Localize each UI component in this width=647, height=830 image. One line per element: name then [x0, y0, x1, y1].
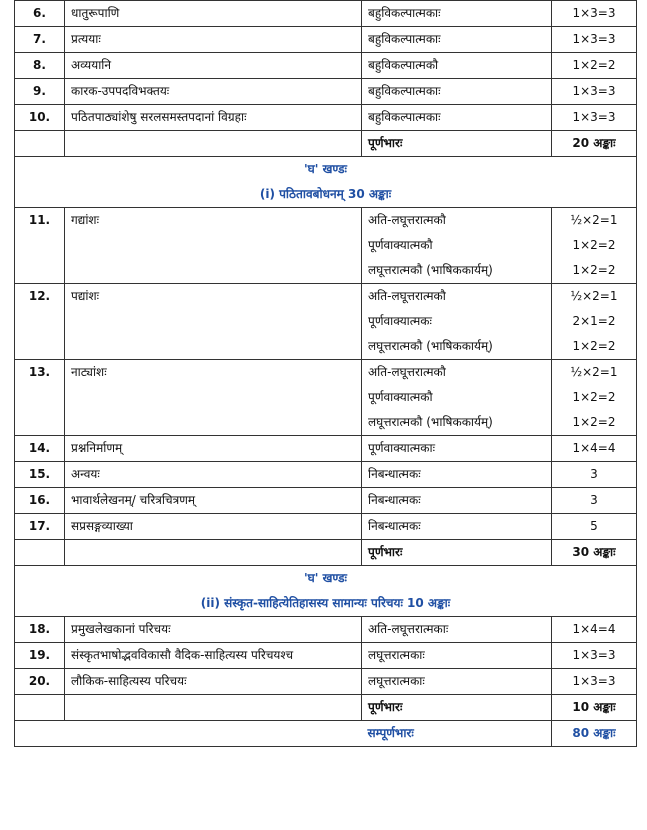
topic-text: प्रश्ननिर्माणम्: [71, 441, 123, 455]
topic-text: पद्यांशः: [71, 289, 100, 303]
total-row: [15, 695, 637, 721]
marks-text: 1×2=2: [572, 415, 616, 429]
question-type-text: बहुविकल्पात्मकाः: [368, 6, 441, 20]
section-header-row: [15, 566, 637, 617]
topic-cell: [65, 669, 362, 695]
topic-cell: [65, 27, 362, 53]
empty-cell: [65, 540, 362, 566]
question-type-text: निबन्धात्मकः: [368, 493, 421, 507]
marks-cell: [552, 1, 637, 27]
question-number-text: 16.: [28, 493, 51, 507]
topic-text: प्रत्ययाः: [71, 32, 101, 46]
topic-cell: [65, 514, 362, 540]
marks-cell: [552, 669, 637, 695]
marks-cell: [552, 360, 637, 436]
question-number-text: 15.: [28, 467, 51, 481]
question-type-text: पूर्णवाक्यात्मकौ: [368, 390, 433, 404]
table-row: [15, 284, 637, 360]
marks-text: 1×2=2: [572, 263, 616, 277]
marks-cell: [552, 488, 637, 514]
question-type-cell: [362, 514, 552, 540]
table-row: [15, 488, 637, 514]
grand-total-label-text: सम्पूर्णभारः: [367, 726, 414, 740]
question-type-text: निबन्धात्मकः: [368, 519, 421, 533]
marks-cell: [552, 462, 637, 488]
empty-cell: [65, 695, 362, 721]
question-number: [15, 436, 65, 462]
question-number: [15, 79, 65, 105]
question-number: [15, 462, 65, 488]
question-type-text: लघूत्तरात्मकौ (भाषिककार्यम्): [368, 415, 493, 429]
marks-cell: [552, 208, 637, 284]
marks-text: 1×3=3: [572, 110, 616, 124]
question-type-text: अति-लघूत्तरात्मकौ: [368, 213, 446, 227]
question-number-text: 18.: [28, 622, 51, 636]
topic-text: कारक-उपपदविभक्तयः: [71, 84, 170, 98]
question-type-cell: [362, 643, 552, 669]
question-number: [15, 643, 65, 669]
question-type-text: लघूत्तरात्मकाः: [368, 674, 425, 688]
question-number-text: 20.: [28, 674, 51, 688]
question-number-text: 9.: [33, 84, 46, 98]
empty-cell: [15, 695, 65, 721]
topic-text: पठितपाठ्यांशेषु सरलसमस्तपदानां विग्रहाः: [71, 110, 247, 124]
topic-text: लौकिक-साहित्यस्य परिचयः: [71, 674, 187, 688]
total-label: [362, 540, 552, 566]
marks-cell: [552, 105, 637, 131]
marks-cell: [552, 643, 637, 669]
topic-text: सप्रसङ्गव्याख्या: [71, 519, 133, 533]
question-number-text: 19.: [28, 648, 51, 662]
marks-text: 1×2=2: [572, 58, 616, 72]
section-title: 'घ' खण्डः: [304, 162, 347, 176]
question-type-cell: [362, 617, 552, 643]
question-type-cell: [362, 105, 552, 131]
marks-cell: [552, 436, 637, 462]
total-value-text: 20 अङ्काः: [572, 136, 616, 150]
question-type-cell: [362, 488, 552, 514]
total-row: [15, 540, 637, 566]
grand-total-value: [552, 721, 637, 747]
question-number-text: 14.: [28, 441, 51, 455]
total-label: [362, 131, 552, 157]
topic-cell: [65, 1, 362, 27]
question-type-cell: [362, 360, 552, 436]
table-row: [15, 617, 637, 643]
topic-cell: [65, 462, 362, 488]
total-label: [362, 695, 552, 721]
section-title: 'घ' खण्डः: [304, 571, 347, 585]
table-row: [15, 643, 637, 669]
question-type-cell: [362, 208, 552, 284]
marks-text: 5: [590, 519, 598, 533]
question-number: [15, 488, 65, 514]
empty-cell: [15, 721, 362, 747]
empty-cell: [65, 131, 362, 157]
total-label-text: पूर्णभारः: [368, 700, 403, 714]
topic-text: संस्कृतभाषोद्भवविकासौ वैदिक-साहित्यस्य परिचयश्च: [71, 648, 294, 662]
marks-cell: [552, 79, 637, 105]
question-type-text: बहुविकल्पात्मकाः: [368, 84, 441, 98]
marks-text: 1×3=3: [572, 648, 616, 662]
question-number: [15, 617, 65, 643]
topic-cell: [65, 79, 362, 105]
table-row: [15, 27, 637, 53]
grand-total-label: [362, 721, 552, 747]
topic-text: नाट्यांशः: [71, 365, 107, 379]
question-type-text: बहुविकल्पात्मकाः: [368, 110, 441, 124]
marks-text: ½×2=1: [570, 213, 618, 227]
question-type-cell: [362, 284, 552, 360]
table-row: [15, 105, 637, 131]
section-subtitle: (i) पठितावबोधनम् 30 अङ्काः: [259, 187, 392, 201]
question-number: [15, 53, 65, 79]
total-value: [552, 695, 637, 721]
question-number-text: 10.: [28, 110, 51, 124]
total-value-text: 10 अङ्काः: [572, 700, 616, 714]
question-type-text: बहुविकल्पात्मकाः: [368, 32, 441, 46]
question-number-text: 17.: [28, 519, 51, 533]
topic-text: अन्वयः: [71, 467, 100, 481]
grand-total-row: [15, 721, 637, 747]
question-number-text: 13.: [28, 365, 51, 379]
topic-cell: [65, 284, 362, 360]
section-header: [15, 157, 637, 208]
table-row: [15, 669, 637, 695]
marks-text: 1×4=4: [572, 441, 616, 455]
question-number-text: 8.: [33, 58, 46, 72]
question-number: [15, 208, 65, 284]
marks-text: 3: [590, 467, 598, 481]
total-value: [552, 540, 637, 566]
topic-cell: [65, 436, 362, 462]
table-row: [15, 514, 637, 540]
marks-cell: [552, 514, 637, 540]
topic-text: गद्यांशः: [71, 213, 100, 227]
question-type-text: लघूत्तरात्मकाः: [368, 648, 425, 662]
topic-text: प्रमुखलेखकानां परिचयः: [71, 622, 171, 636]
marks-text: 1×2=2: [572, 390, 616, 404]
grand-total-value-text: 80 अङ्काः: [572, 726, 616, 740]
topic-cell: [65, 488, 362, 514]
question-type-text: अति-लघूत्तरात्मकौ: [368, 365, 446, 379]
question-type-text: पूर्णवाक्यात्मकाः: [368, 441, 436, 455]
topic-cell: [65, 208, 362, 284]
table-row: [15, 360, 637, 436]
question-type-cell: [362, 436, 552, 462]
marks-text: 1×4=4: [572, 622, 616, 636]
table-row: [15, 1, 637, 27]
section-header: [15, 566, 637, 617]
table-row: [15, 462, 637, 488]
question-type-text: अति-लघूत्तरात्मकौ: [368, 289, 446, 303]
table-row: [15, 208, 637, 284]
question-number-text: 11.: [28, 213, 51, 227]
topic-cell: [65, 105, 362, 131]
marks-cell: [552, 53, 637, 79]
topic-cell: [65, 53, 362, 79]
question-number-text: 7.: [33, 32, 46, 46]
total-label-text: पूर्णभारः: [368, 545, 403, 559]
question-type-text: अति-लघूत्तरात्मकाः: [368, 622, 449, 636]
question-type-text: लघूत्तरात्मकौ (भाषिककार्यम्): [368, 339, 493, 353]
topic-cell: [65, 360, 362, 436]
empty-cell: [15, 540, 65, 566]
total-value: [552, 131, 637, 157]
marks-text: 3: [590, 493, 598, 507]
marks-text: 1×2=2: [572, 238, 616, 252]
question-number: [15, 105, 65, 131]
table-row: [15, 53, 637, 79]
topic-text: अव्ययानि: [71, 58, 112, 72]
empty-cell: [15, 131, 65, 157]
marks-text: 1×3=3: [572, 674, 616, 688]
marks-cell: [552, 284, 637, 360]
total-row: [15, 131, 637, 157]
marks-text: 1×3=3: [572, 32, 616, 46]
section-subtitle: (ii) संस्कृत-साहित्येतिहासस्य सामान्यः परिचयः 10 अङ्काः: [200, 596, 451, 610]
marks-text: 2×1=2: [572, 314, 616, 328]
question-type-cell: [362, 462, 552, 488]
marks-text: 1×2=2: [572, 339, 616, 353]
topic-text: भावार्थलेखनम्/ चरित्रचित्रणम्: [71, 493, 196, 507]
topic-cell: [65, 617, 362, 643]
question-number: [15, 284, 65, 360]
question-type-text: लघूत्तरात्मकौ (भाषिककार्यम्): [368, 263, 493, 277]
question-type-text: निबन्धात्मकः: [368, 467, 421, 481]
question-number-text: 12.: [28, 289, 51, 303]
marks-text: ½×2=1: [570, 289, 618, 303]
marks-text: 1×3=3: [572, 6, 616, 20]
question-number: [15, 669, 65, 695]
question-type-cell: [362, 27, 552, 53]
question-type-text: बहुविकल्पात्मकौ: [368, 58, 439, 72]
topic-cell: [65, 643, 362, 669]
marks-cell: [552, 617, 637, 643]
question-type-text: पूर्णवाक्यात्मकः: [368, 314, 432, 328]
marks-text: ½×2=1: [570, 365, 618, 379]
question-number: [15, 27, 65, 53]
question-number-text: 6.: [33, 6, 46, 20]
question-number: [15, 360, 65, 436]
section-header-row: [15, 157, 637, 208]
marks-distribution-table: [14, 0, 637, 747]
question-number: [15, 514, 65, 540]
total-label-text: पूर्णभारः: [368, 136, 403, 150]
question-type-cell: [362, 79, 552, 105]
marks-cell: [552, 27, 637, 53]
marks-text: 1×3=3: [572, 84, 616, 98]
topic-text: धातुरूपाणि: [71, 6, 120, 20]
question-type-cell: [362, 1, 552, 27]
total-value-text: 30 अङ्काः: [572, 545, 616, 559]
question-type-text: पूर्णवाक्यात्मकौ: [368, 238, 433, 252]
question-number: [15, 1, 65, 27]
table-row: [15, 79, 637, 105]
question-type-cell: [362, 669, 552, 695]
table-row: [15, 436, 637, 462]
question-type-cell: [362, 53, 552, 79]
